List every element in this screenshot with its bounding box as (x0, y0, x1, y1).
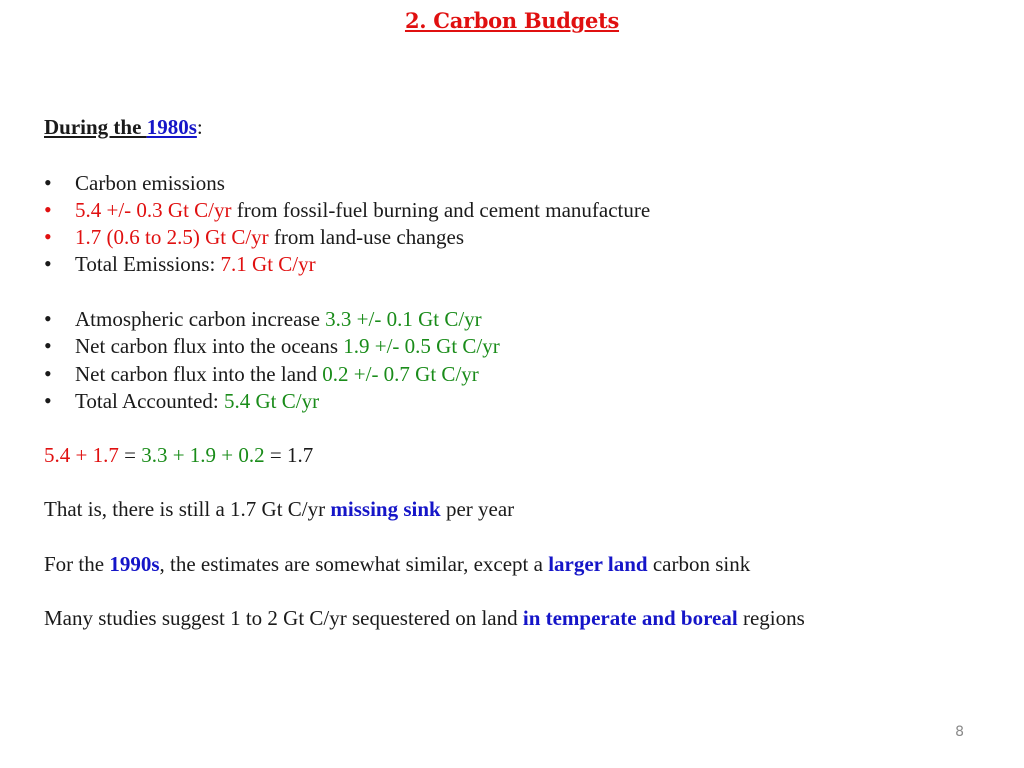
equation-emissions: 5.4 + 1.7 (44, 442, 119, 467)
page-number: 8 (955, 724, 964, 740)
missing-sink-highlight: missing sink (330, 497, 441, 522)
bullet-glyph: • (44, 196, 52, 222)
period-intro-suffix: : (196, 115, 203, 139)
nineties-suffix: carbon sink (647, 551, 751, 576)
slide-title: 2. Carbon Budgets (404, 8, 620, 33)
list-item (44, 169, 1004, 196)
bullet-text: Total Emissions: (75, 252, 221, 277)
studies-prefix: Many studies suggest 1 to 2 Gt C/yr sequestered on land (44, 606, 523, 631)
missing-sink-prefix: That is, there is still a 1.7 Gt C/yr (44, 497, 331, 522)
list-item (44, 223, 1004, 250)
studies-statement (44, 605, 1004, 632)
equation-equals: = (264, 442, 287, 467)
period-intro-prefix: During the (44, 115, 147, 139)
missing-sink-statement (44, 496, 1004, 523)
period-intro-decade: 1980s (146, 115, 197, 139)
list-item (44, 250, 1004, 277)
bullet-glyph: • (44, 360, 52, 386)
bullet-glyph: • (44, 169, 52, 195)
nineties-decade: 1990s (109, 551, 160, 576)
bullet-glyph: • (44, 224, 52, 250)
period-intro (44, 114, 1004, 141)
missing-sink-suffix: per year (440, 497, 515, 522)
bullet-glyph: • (44, 251, 52, 277)
bullet-value: 1.9 +/- 0.5 Gt C/yr (343, 334, 500, 359)
bullet-value: 5.4 Gt C/yr (224, 388, 320, 413)
bullet-text: Carbon emissions (75, 170, 225, 195)
list-item (44, 196, 1004, 223)
equation-result: 1.7 (286, 442, 314, 467)
bullet-value: 5.4 +/- 0.3 Gt C/yr (75, 197, 232, 222)
bullet-text: Total Accounted: (75, 388, 224, 413)
bullet-text: Atmospheric carbon increase (75, 307, 326, 332)
studies-suffix: regions (737, 606, 805, 631)
nineties-highlight: larger land (548, 551, 648, 576)
bullet-text: Net carbon flux into the land (75, 361, 323, 386)
list-item (44, 360, 1004, 387)
bullet-glyph: • (44, 333, 52, 359)
bullet-text: from fossil-fuel burning and cement manufacture (231, 197, 651, 222)
bullet-text: Net carbon flux into the oceans (75, 334, 344, 359)
list-item (44, 305, 1004, 332)
list-item (44, 332, 1004, 359)
bullet-text: from land-use changes (268, 225, 465, 250)
nineties-statement (44, 551, 1004, 578)
nineties-middle: , the estimates are somewhat similar, except a (159, 551, 549, 576)
equation-equals: = (118, 442, 142, 467)
bullet-value: 0.2 +/- 0.7 Gt C/yr (322, 361, 479, 386)
bullet-value: 3.3 +/- 0.1 Gt C/yr (325, 307, 482, 332)
studies-highlight: in temperate and boreal (522, 606, 738, 631)
equation-sinks: 3.3 + 1.9 + 0.2 (141, 442, 265, 467)
bullet-value: 7.1 Gt C/yr (220, 252, 316, 277)
budget-equation (44, 442, 1004, 469)
list-item (44, 387, 1004, 414)
bullet-glyph: • (44, 387, 52, 413)
bullet-value: 1.7 (0.6 to 2.5) Gt C/yr (75, 225, 269, 250)
nineties-prefix: For the (44, 551, 110, 576)
slide-body (44, 114, 1004, 633)
bullet-glyph: • (44, 306, 52, 332)
